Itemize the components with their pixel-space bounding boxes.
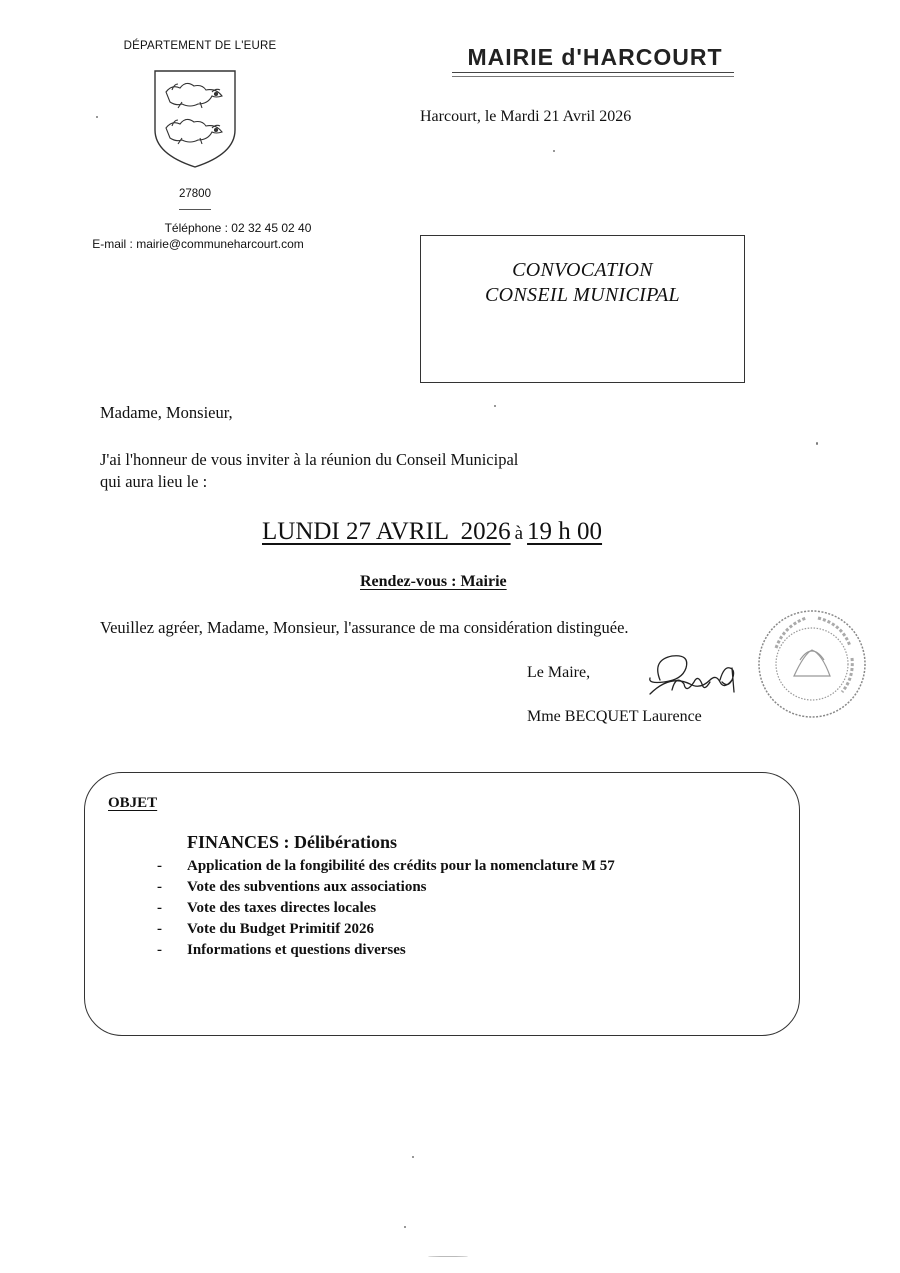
- postcode: 27800: [179, 188, 211, 200]
- scan-speck: [553, 150, 555, 152]
- list-dash: -: [157, 900, 162, 916]
- objet-label: OBJET: [108, 795, 158, 811]
- scan-speck: [404, 1226, 406, 1228]
- title-underline: [452, 72, 734, 73]
- scan-speck: [494, 405, 496, 407]
- list-item: [157, 877, 615, 898]
- list-item: [157, 898, 615, 919]
- list-dash: -: [157, 921, 162, 937]
- list-item: [157, 940, 615, 961]
- convocation-line-2: CONSEIL MUNICIPAL: [485, 284, 680, 306]
- convocation-title: [420, 258, 745, 308]
- mairie-title: MAIRIE d'HARCOURT: [467, 44, 723, 70]
- meeting-day: LUNDI 27 AVRIL 2026: [262, 518, 511, 545]
- signoff-title: Le Maire,: [527, 664, 591, 681]
- handwritten-signature-icon: [620, 650, 745, 710]
- invitation-line-1: J'ai l'honneur de vous inviter à la réunion du Conseil Municipal: [100, 450, 519, 469]
- agenda-item-text: Informations et questions diverses: [187, 942, 406, 958]
- scan-speck: [428, 1256, 468, 1257]
- postcode-underline: [179, 209, 211, 210]
- agenda-item-text: Vote du Budget Primitif 2026: [187, 921, 374, 937]
- scan-speck: [816, 442, 818, 445]
- list-item: [157, 919, 615, 940]
- meeting-time: 19 h 00: [527, 518, 603, 545]
- list-item: [157, 856, 615, 877]
- invitation-line-2: qui aura lieu le :: [100, 472, 208, 491]
- agenda-item-text: Application de la fongibilité des crédits pour la nomenclature M 57: [187, 858, 615, 874]
- scan-speck: [96, 116, 98, 118]
- meeting-date: [262, 518, 602, 546]
- coat-of-arms-icon: [152, 68, 238, 170]
- title-underline-secondary: [452, 76, 734, 77]
- letter-date: Harcourt, le Mardi 21 Avril 2026: [420, 108, 632, 125]
- list-dash: -: [157, 942, 162, 958]
- convocation-line-1: CONVOCATION: [512, 259, 653, 281]
- department-header: DÉPARTEMENT DE L'EURE: [123, 40, 277, 52]
- salutation: Madame, Monsieur,: [100, 403, 233, 422]
- agenda-item-text: Vote des taxes directes locales: [187, 900, 377, 916]
- signatory-name: Mme BECQUET Laurence: [527, 708, 702, 725]
- mairie-seal-stamp-icon: [756, 608, 868, 720]
- list-dash: -: [157, 879, 162, 895]
- closing-formula: Veuillez agréer, Madame, Monsieur, l'assurance de ma considération distinguée.: [100, 618, 629, 637]
- email-address: E-mail : mairie@communeharcourt.com: [92, 237, 304, 251]
- phone-number: Téléphone : 02 32 45 02 40: [164, 221, 312, 235]
- meeting-a: à: [514, 523, 524, 544]
- scan-speck: [412, 1156, 414, 1158]
- agenda-item-text: Vote des subventions aux associations: [187, 879, 427, 895]
- agenda-heading: FINANCES : Délibérations: [187, 832, 397, 852]
- rendezvous-location: Rendez-vous : Mairie: [360, 573, 507, 590]
- list-dash: -: [157, 858, 162, 874]
- agenda-list: [157, 856, 615, 961]
